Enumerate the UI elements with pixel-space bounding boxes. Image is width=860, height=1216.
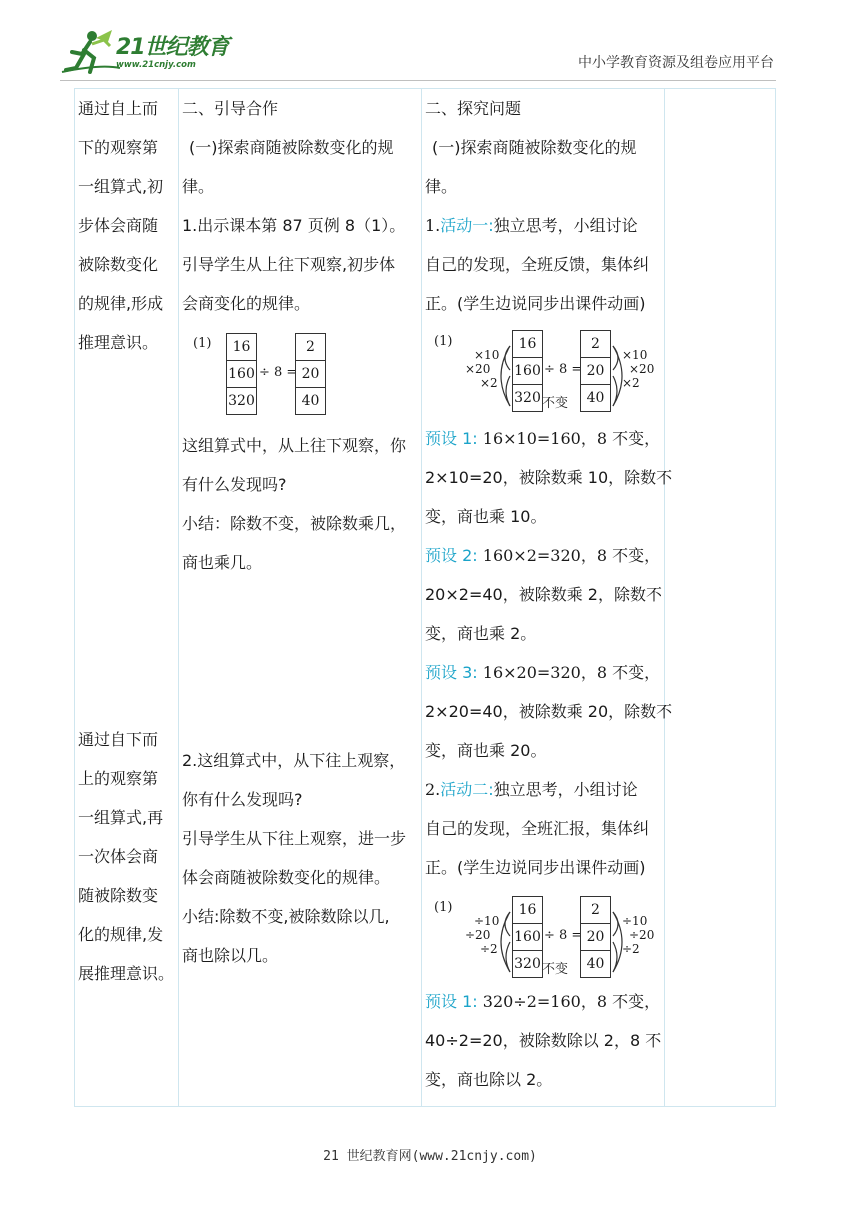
dividend-cell: 320: [228, 393, 255, 409]
preset-text: 320÷2=160，8 不变，: [482, 992, 661, 1011]
intent-line: 一次体会商: [78, 847, 159, 866]
left-factor-label: ×20: [465, 362, 491, 376]
quotient-cell: 20: [581, 358, 610, 385]
activity-label: 活动二:: [440, 780, 494, 799]
preset-text: 变，商也除以 2。: [425, 1070, 553, 1089]
dividend-cell: 160: [513, 924, 542, 951]
activity-text: 自己的发现，全班反馈，集体纠: [425, 255, 650, 274]
intent-line: 一组算式,初: [78, 177, 164, 196]
activity-label: 活动一:: [440, 216, 494, 235]
preset-text: 20×2=40，被除数乘 2，除数不: [425, 585, 662, 604]
step-text: 会商变化的规律。: [182, 294, 311, 313]
preset-label: 预设 1:: [425, 992, 478, 1011]
step-text: 引导学生从下往上观察，进一步: [182, 829, 407, 848]
activity-text: 独立思考，小组讨论: [493, 780, 638, 799]
student-activity-column: [422, 89, 673, 1107]
right-factor-label: ×10: [622, 348, 648, 362]
page-header: [0, 0, 860, 82]
preset-label: 预设 1:: [425, 429, 478, 448]
unchanged-text: 不变: [542, 962, 569, 977]
preset-text: 16×20=320，8 不变，: [482, 663, 661, 682]
operator-text: ÷ 8 =: [544, 928, 583, 943]
quotient-cell: 40: [586, 390, 605, 406]
figure-label: (1): [434, 900, 453, 915]
dividend-cell: 160: [227, 361, 256, 388]
preset-text: 变，商也乘 10。: [425, 507, 547, 526]
intent-line: 化的规律,发: [78, 925, 164, 944]
intent-line: 通过自下而: [78, 730, 159, 749]
dividend-column: [512, 330, 543, 412]
lesson-table: [74, 88, 776, 1107]
preset-text: 16×10=160，8 不变，: [482, 429, 661, 448]
dividend-cell: 16: [513, 897, 542, 924]
teacher-activity-column: [179, 89, 422, 1107]
operator-text: ÷ 8 =: [259, 365, 298, 380]
right-factor-label: ×20: [629, 362, 655, 376]
subsection-title: (一)探索商随被除数变化的规: [432, 138, 637, 157]
section-title: 二、探究问题: [425, 99, 522, 118]
figure-label: (1): [193, 336, 212, 351]
division-figure: [432, 896, 657, 982]
quotient-cell: 40: [301, 393, 320, 409]
design-intent-column: [75, 89, 179, 1107]
preset-line: [425, 429, 660, 449]
right-divisor-label: ÷2: [622, 942, 640, 956]
intent-line: 一组算式,再: [78, 808, 164, 827]
summary-text: 商也除以几。: [182, 946, 279, 965]
logo-url: www.21cnjy.com: [116, 60, 196, 70]
header-divider: [60, 80, 776, 81]
preset-label: 预设 2:: [425, 546, 478, 565]
intent-line: 通过自上而: [78, 99, 159, 118]
dividend-cell: 320: [514, 390, 541, 406]
dividend-cell: 160: [513, 358, 542, 385]
left-divisor-label: ÷2: [480, 942, 498, 956]
intent-line: 上的观察第: [78, 769, 159, 788]
activity-line: 2.活动二:独立思考，小组讨论: [425, 780, 638, 799]
step-text: 引导学生从上往下观察,初步体: [182, 255, 396, 274]
preset-text: 变，商也乘 20。: [425, 741, 547, 760]
activity-text: 自己的发现，全班汇报，集体纠: [425, 819, 650, 838]
preset-text: 变，商也乘 2。: [425, 624, 537, 643]
quotient-column: [580, 330, 611, 412]
dividend-cell: 320: [514, 956, 541, 972]
subsection-title: (一)探索商随被除数变化的规: [189, 138, 394, 157]
dividend-column: [512, 896, 543, 978]
summary-text: 小结:除数不变,被除数除以几,: [182, 907, 390, 926]
dividend-column: [226, 333, 257, 415]
operator-text: ÷ 8 =: [544, 362, 583, 377]
preset-line: [425, 992, 660, 1012]
intent-line: 的规律,形成: [78, 294, 164, 313]
preset-text: 2×10=20，被除数乘 10，除数不: [425, 468, 673, 487]
left-divisor-label: ÷20: [465, 928, 491, 942]
question-text: 这组算式中，从上往下观察，你: [182, 436, 407, 455]
section-title: 二、引导合作: [182, 99, 279, 118]
step-text: 你有什么发现吗?: [182, 790, 303, 809]
example-figure: [189, 333, 339, 419]
preset-line: [425, 546, 660, 566]
quotient-cell: 2: [581, 331, 610, 358]
page-footer: 21 世纪教育网(www.21cnjy.com): [323, 1149, 537, 1164]
intent-line: 步体会商随: [78, 216, 159, 235]
dividend-cell: 16: [513, 331, 542, 358]
multiplication-figure: [432, 330, 657, 416]
activity-line: 1.活动一:独立思考，小组讨论: [425, 216, 638, 235]
step-text: 体会商随被除数变化的规律。: [182, 868, 391, 887]
quotient-cell: 2: [581, 897, 610, 924]
quotient-column: [580, 896, 611, 978]
logo-text: 21世纪教育: [116, 35, 229, 60]
right-divisor-label: ÷20: [629, 928, 655, 942]
platform-title: 中小学教育资源及组卷应用平台: [578, 55, 774, 71]
unchanged-text: 不变: [542, 396, 569, 411]
activity-text: 正。(学生边说同步出课件动画): [425, 294, 646, 313]
step-text: 1.出示课本第 87 页例 8（1）。: [182, 216, 406, 235]
left-factor-label: ×2: [480, 376, 498, 390]
intent-line: 下的观察第: [78, 138, 159, 157]
intent-line: 展推理意识。: [78, 964, 175, 983]
preset-text: 160×2=320，8 不变，: [482, 546, 661, 565]
quotient-cell: 40: [586, 956, 605, 972]
quotient-cell: 20: [581, 924, 610, 951]
preset-line: [425, 663, 660, 683]
dividend-cell: 16: [227, 334, 256, 361]
activity-text: 正。(学生边说同步出课件动画): [425, 858, 646, 877]
subsection-title-cont: 律。: [425, 177, 458, 196]
intent-line: 随被除数变: [78, 886, 159, 905]
summary-text: 小结：除数不变，被除数乘几，: [182, 514, 407, 533]
subsection-title-cont: 律。: [182, 177, 215, 196]
summary-text: 商也乘几。: [182, 553, 263, 572]
activity-text: 独立思考，小组讨论: [493, 216, 638, 235]
left-factor-label: ×10: [474, 348, 500, 362]
figure-label: (1): [434, 334, 453, 349]
right-factor-label: ×2: [622, 376, 640, 390]
intent-line: 被除数变化: [78, 255, 159, 274]
step-text: 2.这组算式中，从下往上观察，: [182, 751, 406, 770]
question-text: 有什么发现吗?: [182, 475, 287, 494]
preset-text: 40÷2=20，被除数除以 2，8 不: [425, 1031, 662, 1050]
preset-text: 2×20=40，被除数乘 20，除数不: [425, 702, 673, 721]
notes-column: [665, 89, 776, 1107]
left-divisor-label: ÷10: [474, 914, 500, 928]
right-divisor-label: ÷10: [622, 914, 648, 928]
quotient-column: [295, 333, 326, 415]
intent-line: 推理意识。: [78, 333, 159, 352]
quotient-cell: 2: [296, 334, 325, 361]
preset-label: 预设 3:: [425, 663, 478, 682]
quotient-cell: 20: [296, 361, 325, 388]
